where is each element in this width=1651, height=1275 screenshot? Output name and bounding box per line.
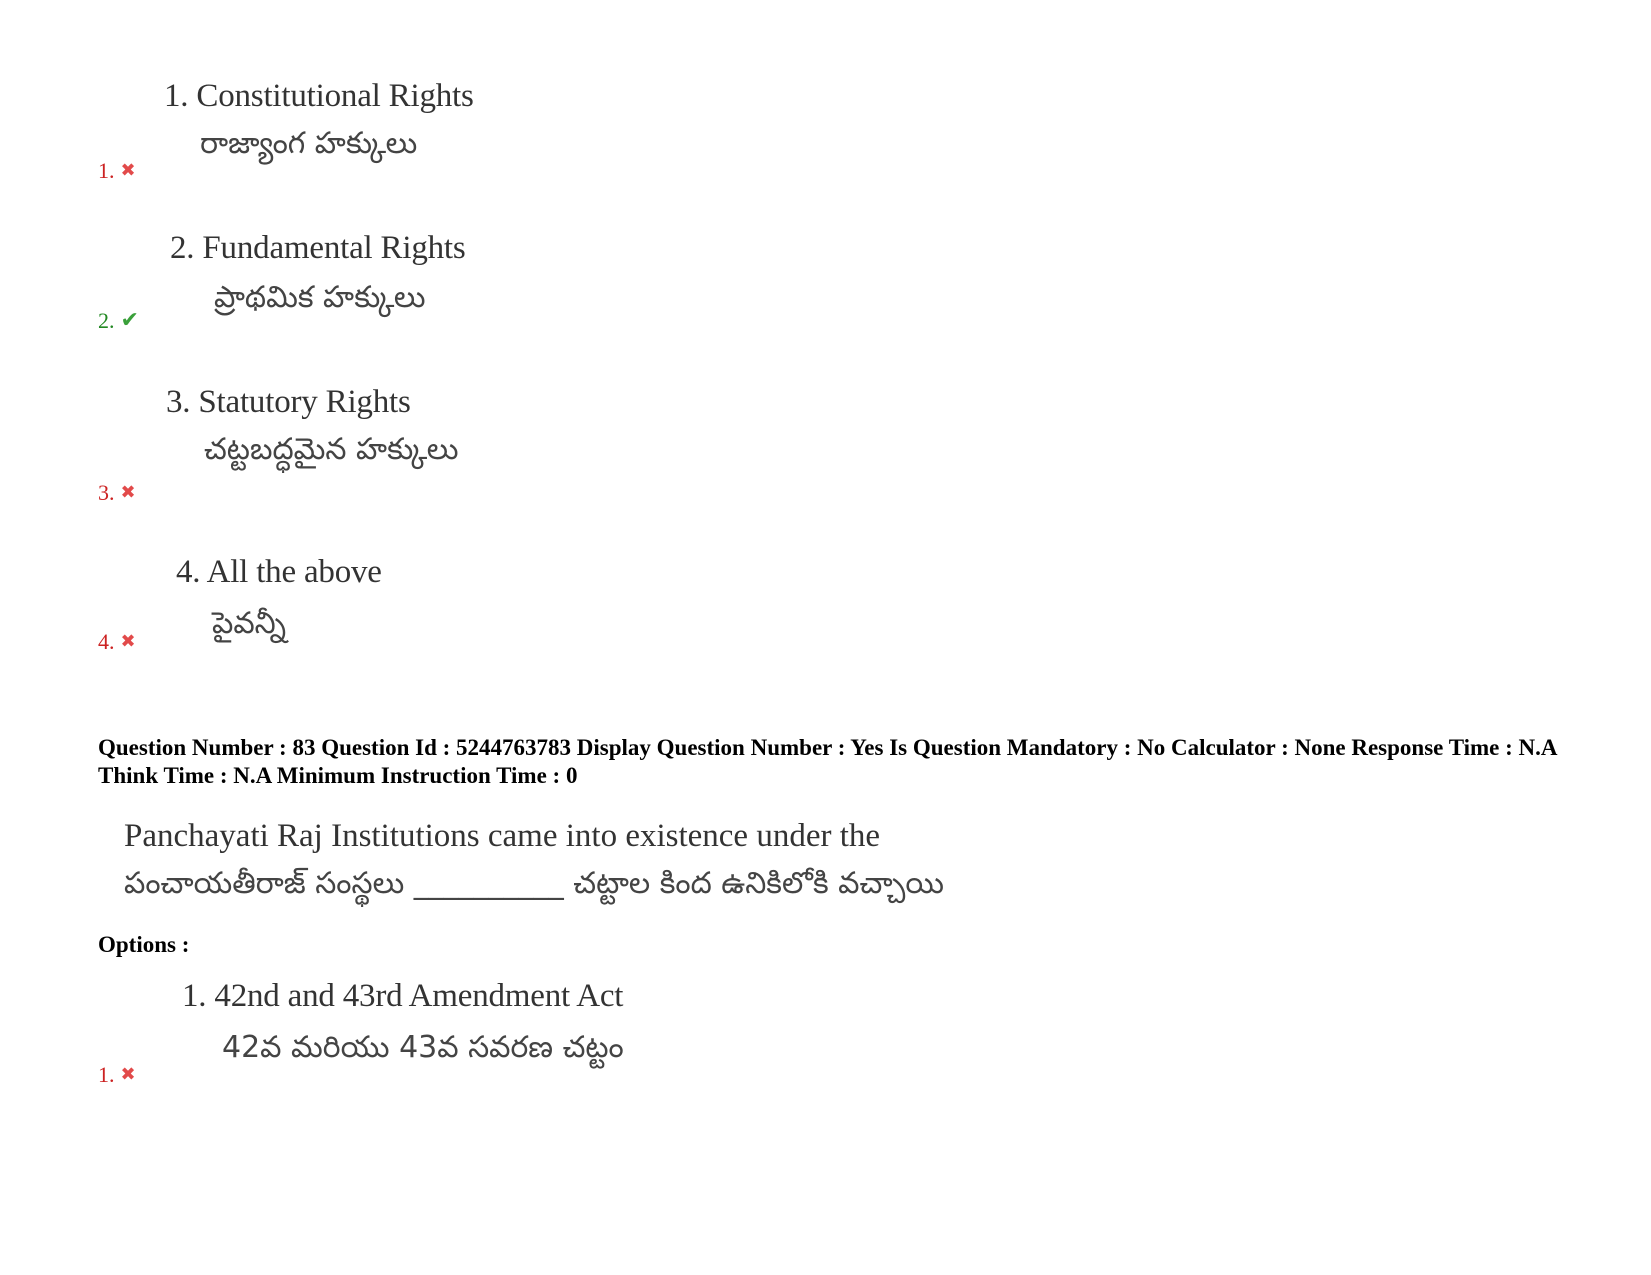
option-text-en: 1. 42nd and 43rd Amendment Act: [182, 978, 624, 1014]
option-text-te: రాజ్యాంగ హక్కులు: [200, 126, 418, 161]
option-text-te: 42వ మరియు 43వ సవరణ చట్టం: [222, 1030, 624, 1065]
option-text-en: 1. Constitutional Rights: [164, 78, 474, 114]
cross-icon: ✖: [120, 631, 136, 652]
options-label: Options :: [98, 932, 190, 957]
option-marker: [98, 158, 136, 184]
option-marker: [98, 629, 136, 655]
option-text-en: 3. Statutory Rights: [166, 384, 411, 420]
option-marker: [98, 308, 139, 334]
option-marker-number: 3.: [98, 480, 115, 505]
option-marker-number: 1.: [98, 1062, 115, 1087]
cross-icon: ✖: [120, 160, 136, 181]
question-text-en: Panchayati Raj Institutions came into existence under the: [124, 818, 881, 854]
option-marker: [98, 1062, 136, 1088]
option-text-te: ప్రాథమిక హక్కులు: [214, 280, 426, 315]
question-meta: Question Number : 83 Question Id : 5244763783 Display Question Number : Yes Is Question Mandatory : No Calculator : None Response Time : N.A Think Time : N.A Minimum Instruction Time : 0: [98, 735, 1557, 788]
option-marker-number: 4.: [98, 629, 115, 654]
option-marker: [98, 480, 136, 506]
option-marker-number: 2.: [98, 308, 115, 333]
option-text-te: పైవన్నీ: [212, 606, 286, 641]
question-text-te: పంచాయతీరాజ్ సంస్థలు __________ చట్టాల కింద ఉనికిలోకి వచ్చాయి: [124, 866, 944, 901]
option-text-te: చట్టబద్ధమైన హక్కులు: [204, 432, 459, 467]
cross-icon: ✖: [120, 1064, 136, 1085]
cross-icon: ✖: [120, 482, 136, 503]
option-marker-number: 1.: [98, 158, 115, 183]
check-icon: ✔: [120, 308, 139, 333]
option-text-en: 2. Fundamental Rights: [170, 230, 466, 266]
option-text-en: 4. All the above: [176, 554, 382, 590]
